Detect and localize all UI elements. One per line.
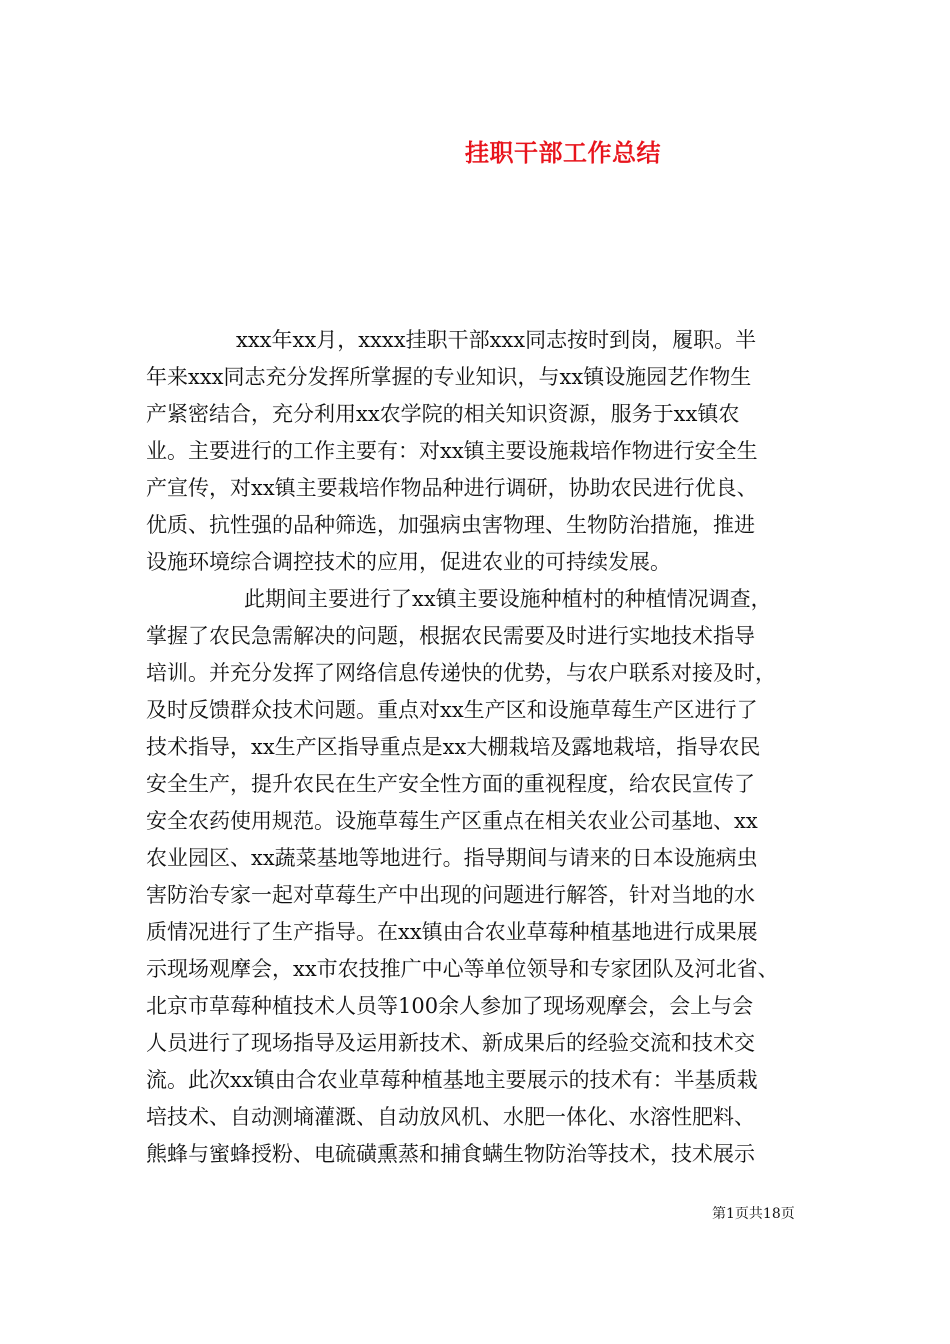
text-line: 及时反馈群众技术问题。重点对xx生产区和设施草莓生产区进行了 xyxy=(146,698,758,722)
text-line: xxx年xx月，xxxx挂职干部xxx同志按时到岗，履职。半 xyxy=(236,328,757,352)
text-line: 技术指导，xx生产区指导重点是xx大棚栽培及露地栽培，指导农民 xyxy=(146,735,761,759)
text-line: 示现场观摩会，xx市农技推广中心等单位领导和专家团队及河北省、 xyxy=(146,957,779,981)
text-line: 优质、抗性强的品种筛选，加强病虫害物理、生物防治措施，推进 xyxy=(146,513,755,537)
text-line: 人员进行了现场指导及运用新技术、新成果后的经验交流和技术交 xyxy=(146,1031,755,1055)
text-line: 质情况进行了生产指导。在xx镇由合农业草莓种植基地进行成果展 xyxy=(146,920,758,944)
text-line: 北京市草莓种植技术人员等100余人参加了现场观摩会，会上与会 xyxy=(146,994,754,1018)
text-line: 培训。并充分发挥了网络信息传递快的优势，与农户联系对接及时， xyxy=(146,661,776,685)
paragraph-1 xyxy=(146,322,816,581)
text-line: 农业园区、xx蔬菜基地等地进行。指导期间与请来的日本设施病虫 xyxy=(146,846,758,870)
text-line: 此期间主要进行了xx镇主要设施种植村的种植情况调查， xyxy=(244,587,772,611)
page-number-footer: 第1页共18页 xyxy=(712,1206,795,1222)
paragraph-2 xyxy=(146,581,816,1173)
text-line: 安全农药使用规范。设施草莓生产区重点在相关农业公司基地、xx xyxy=(146,809,758,833)
text-line: 掌握了农民急需解决的问题，根据农民需要及时进行实地技术指导 xyxy=(146,624,755,648)
document-body xyxy=(146,322,816,1173)
text-line: 安全生产，提升农民在生产安全性方面的重视程度，给农民宣传了 xyxy=(146,772,755,796)
text-line: 年来xxx同志充分发挥所掌握的专业知识，与xx镇设施园艺作物生 xyxy=(146,365,752,389)
text-line: 产紧密结合，充分利用xx农学院的相关知识资源，服务于xx镇农 xyxy=(146,402,740,426)
text-line: 业。主要进行的工作主要有：对xx镇主要设施栽培作物进行安全生 xyxy=(146,439,758,463)
document-title: 挂职干部工作总结 xyxy=(465,138,661,167)
text-line: 害防治专家一起对草莓生产中出现的问题进行解答，针对当地的水 xyxy=(146,883,755,907)
text-line: 设施环境综合调控技术的应用，促进农业的可持续发展。 xyxy=(146,550,671,574)
text-line: 培技术、自动测墒灌溉、自动放风机、水肥一体化、水溶性肥料、 xyxy=(146,1105,755,1129)
text-line: 产宣传，对xx镇主要栽培作物品种进行调研，协助农民进行优良、 xyxy=(146,476,758,500)
text-line: 熊蜂与蜜蜂授粉、电硫磺熏蒸和捕食螨生物防治等技术，技术展示 xyxy=(146,1142,755,1166)
text-line: 流。此次xx镇由合农业草莓种植基地主要展示的技术有：半基质栽 xyxy=(146,1068,758,1092)
